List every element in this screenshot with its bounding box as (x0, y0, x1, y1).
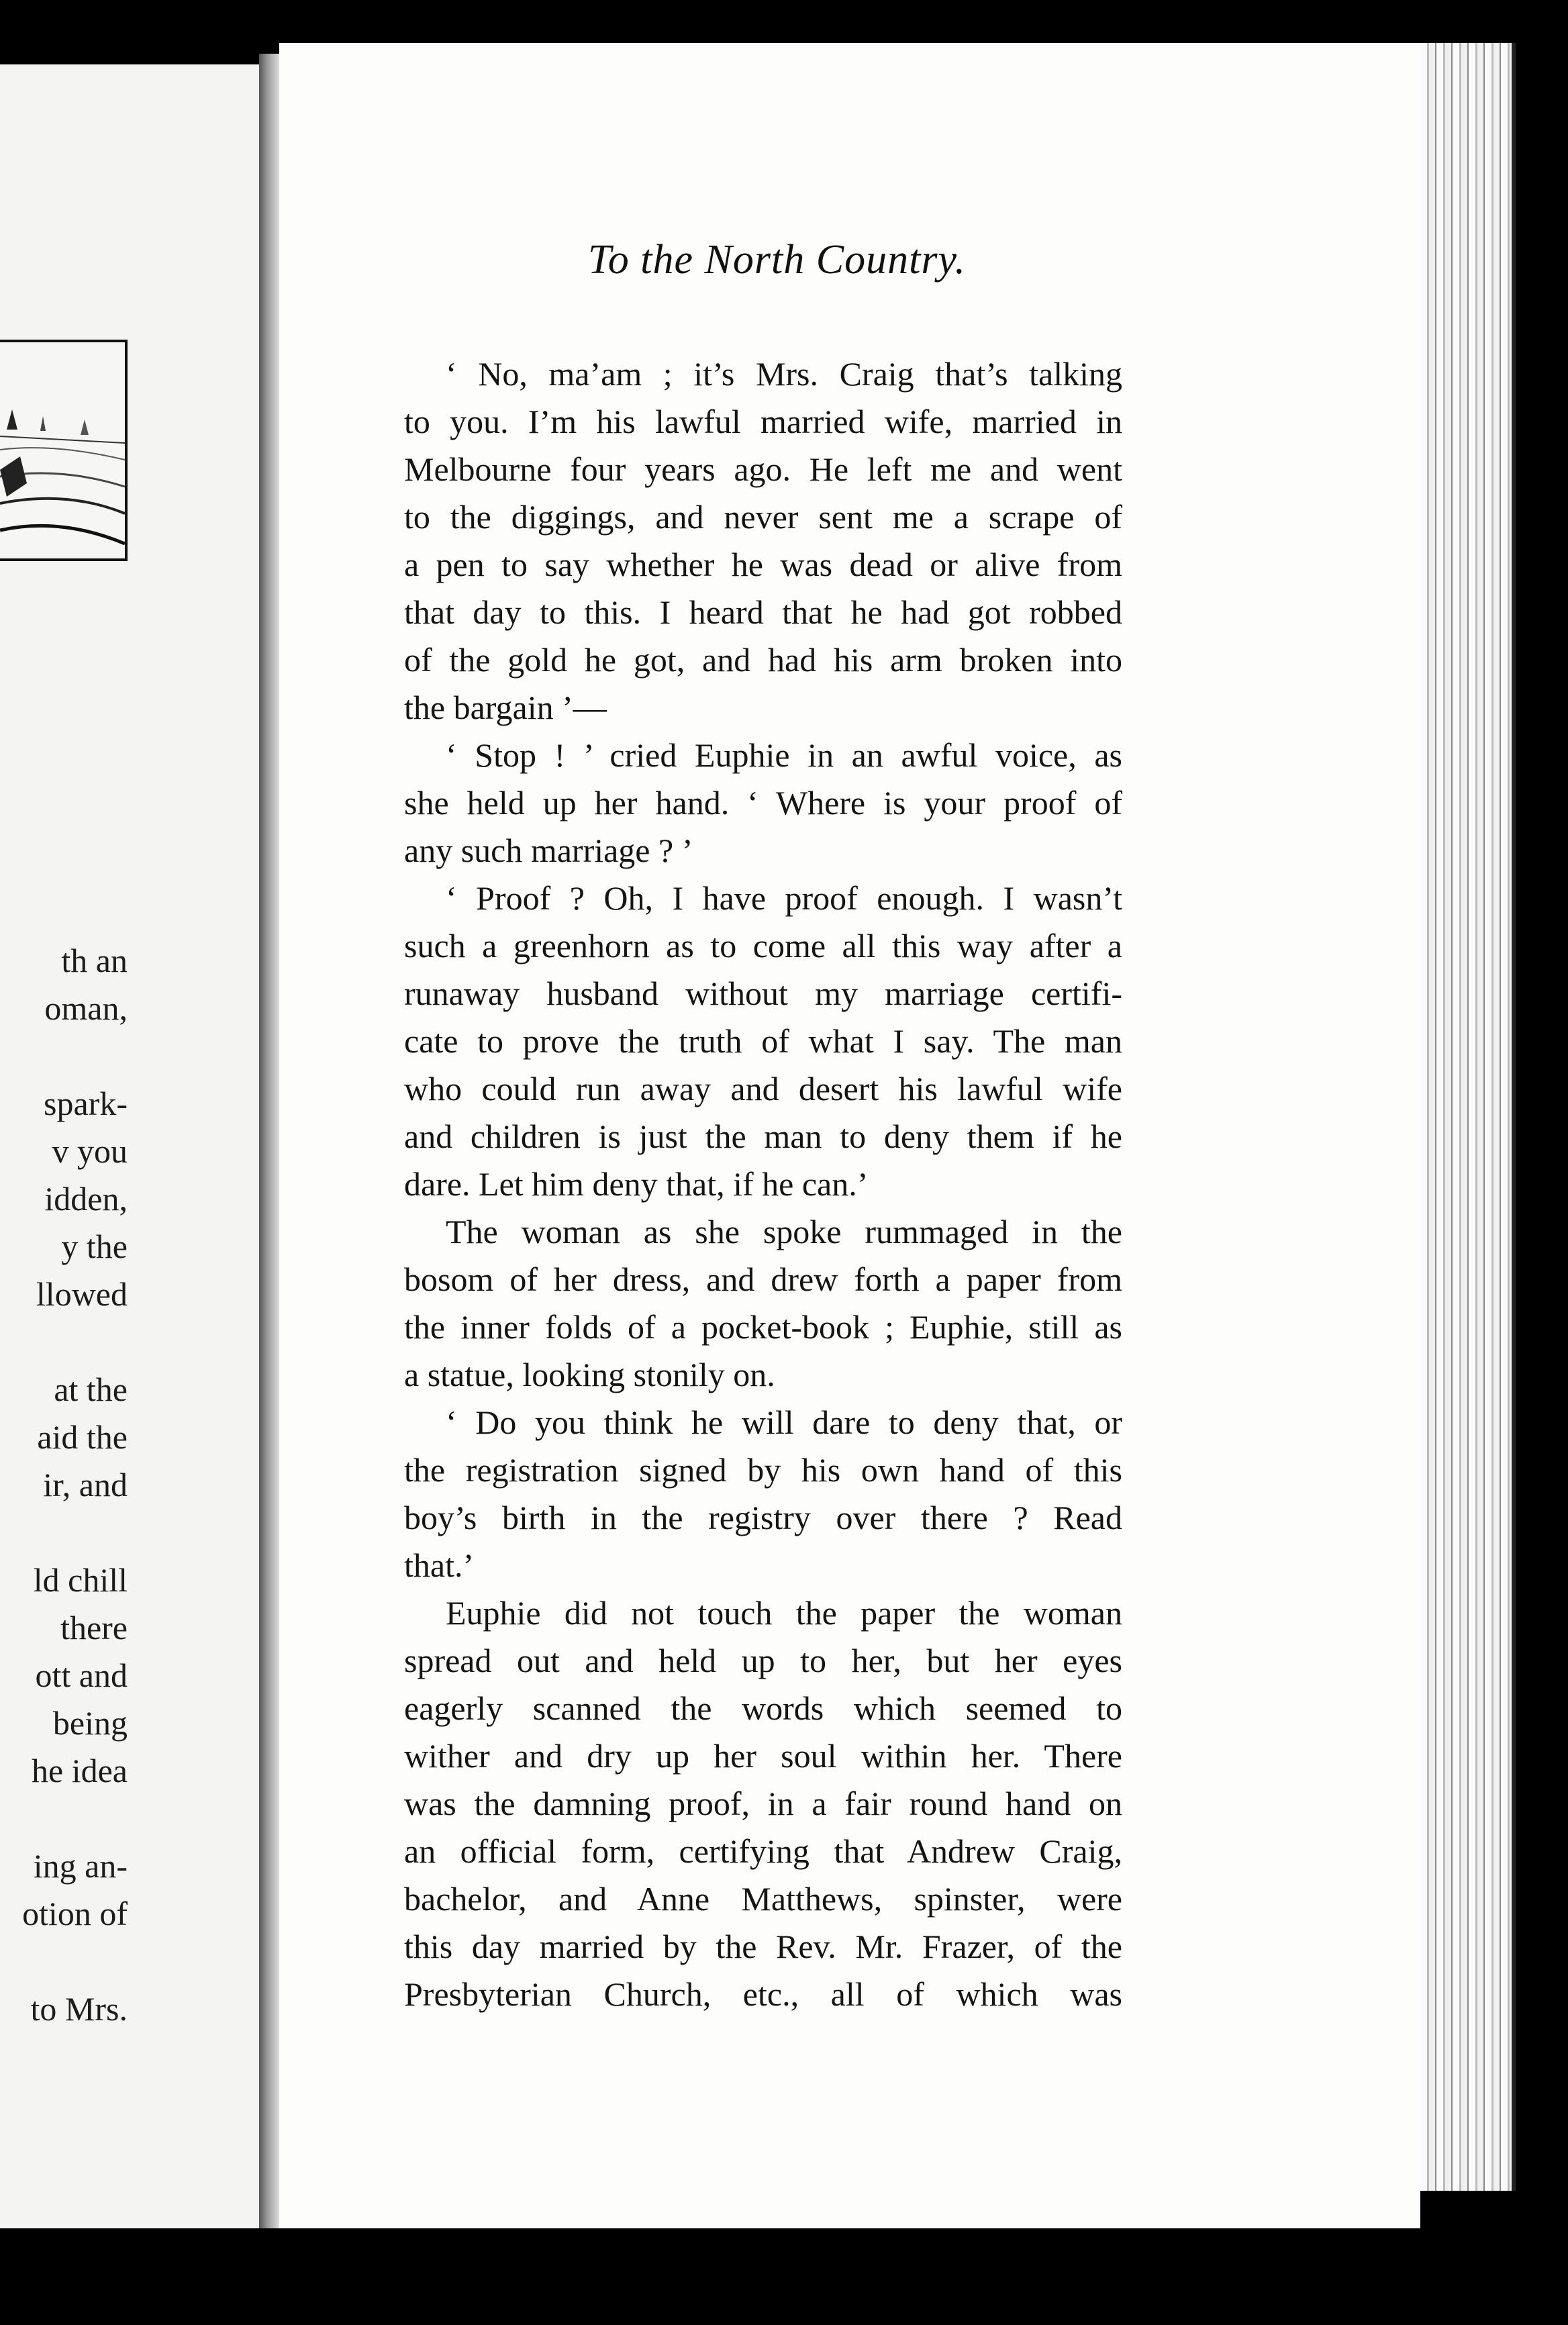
text-line: a pen to say whether he was dead or alive from (404, 546, 1122, 583)
text-line: was the damning proof, in a fair round hand on (404, 1785, 1122, 1822)
text-line: ‘ Proof ? Oh, I have proof enough. I wasn’t (446, 879, 1122, 917)
running-title: To the North Country. (588, 237, 967, 283)
text-line: such a greenhorn as to come all this way after a (404, 927, 1122, 964)
facing-page-line: spark- (44, 1085, 128, 1122)
facing-page-line: ott and (35, 1656, 128, 1694)
facing-page-line: idden, (44, 1180, 128, 1218)
facing-page-line (0, 1509, 128, 1556)
facing-page-line (0, 1318, 128, 1366)
text-line: ‘ No, ma’am ; it’s Mrs. Craig that’s talking (446, 355, 1122, 393)
facing-page-line (0, 1938, 128, 1985)
facing-page-line: llowed (36, 1275, 128, 1313)
text-line: the bargain ’— (404, 689, 607, 726)
text-line: bosom of her dress, and drew forth a paper from (404, 1260, 1122, 1298)
scan-border (0, 2228, 1568, 2325)
text-line: The woman as she spoke rummaged in the (446, 1213, 1122, 1250)
text-line: the inner folds of a pocket-book ; Euphie, still as (404, 1308, 1122, 1346)
text-line: runaway husband without my marriage certifi- (404, 975, 1122, 1012)
facing-page-text (0, 937, 128, 2033)
text-line: a statue, looking stonily on. (404, 1356, 775, 1393)
text-line: bachelor, and Anne Matthews, spinster, were (404, 1880, 1122, 1918)
facing-page-line: th an (61, 942, 128, 979)
facing-page-line: oman, (44, 989, 128, 1027)
facing-page-line: at the (54, 1371, 128, 1408)
text-line: boy’s birth in the registry over there ? Read (404, 1499, 1122, 1536)
text-line: any such marriage ? ’ (404, 832, 693, 869)
text-line: ‘ Do you think he will dare to deny that, or (446, 1403, 1122, 1441)
page-edges (1420, 43, 1516, 2191)
text-line: and children is just the man to deny them if he (404, 1118, 1122, 1155)
text-line: Euphie did not touch the paper the woman (446, 1594, 1122, 1632)
facing-page-line: aid the (37, 1418, 128, 1456)
illustration-engraving (0, 342, 125, 558)
text-line: who could run away and desert his lawful wife (404, 1070, 1122, 1107)
text-line: Presbyterian Church, etc., all of which was (404, 1975, 1122, 2013)
text-line: ‘ Stop ! ’ cried Euphie in an awful voice, as (446, 736, 1122, 774)
facing-page-line: v you (52, 1132, 128, 1170)
facing-page-line: there (60, 1609, 128, 1646)
text-line: to you. I’m his lawful married wife, married in (404, 403, 1122, 440)
text-line: spread out and held up to her, but her eyes (404, 1642, 1122, 1679)
text-line: of the gold he got, and had his arm broken into (404, 641, 1122, 679)
text-line: Melbourne four years ago. He left me and went (404, 450, 1122, 488)
page (279, 43, 1420, 2228)
text-line: to the diggings, and never sent me a scrape of (404, 498, 1122, 536)
text-line: an official form, certifying that Andrew Craig, (404, 1832, 1122, 1870)
body-text (404, 350, 1122, 2018)
text-line: dare. Let him deny that, if he can.’ (404, 1165, 869, 1203)
book-gutter (259, 54, 279, 2242)
facing-page-line: y the (61, 1228, 128, 1265)
text-line: cate to prove the truth of what I say. The man (404, 1022, 1122, 1060)
facing-page (0, 64, 261, 2228)
facing-page-line (0, 1795, 128, 1842)
text-line: eagerly scanned the words which seemed to (404, 1689, 1122, 1727)
facing-page-line: he idea (32, 1752, 128, 1789)
facing-page-line: ld chill (33, 1561, 128, 1599)
text-line: this day married by the Rev. Mr. Frazer, of the (404, 1928, 1122, 1965)
illustration-fragment (0, 340, 128, 561)
facing-page-line: otion of (22, 1895, 128, 1932)
facing-page-line: to Mrs. (30, 1990, 128, 2028)
text-line: that day to this. I heard that he had got robbed (404, 593, 1122, 631)
facing-page-line (0, 1032, 128, 1080)
facing-page-line: ir, and (43, 1466, 128, 1503)
facing-page-line: being (52, 1704, 128, 1742)
text-line: the registration signed by his own hand of this (404, 1451, 1122, 1489)
text-line: she held up her hand. ‘ Where is your proof of (404, 784, 1122, 822)
text-line: wither and dry up her soul within her. There (404, 1737, 1122, 1775)
facing-page-line: ing an- (33, 1847, 128, 1885)
text-line: that.’ (404, 1546, 475, 1584)
